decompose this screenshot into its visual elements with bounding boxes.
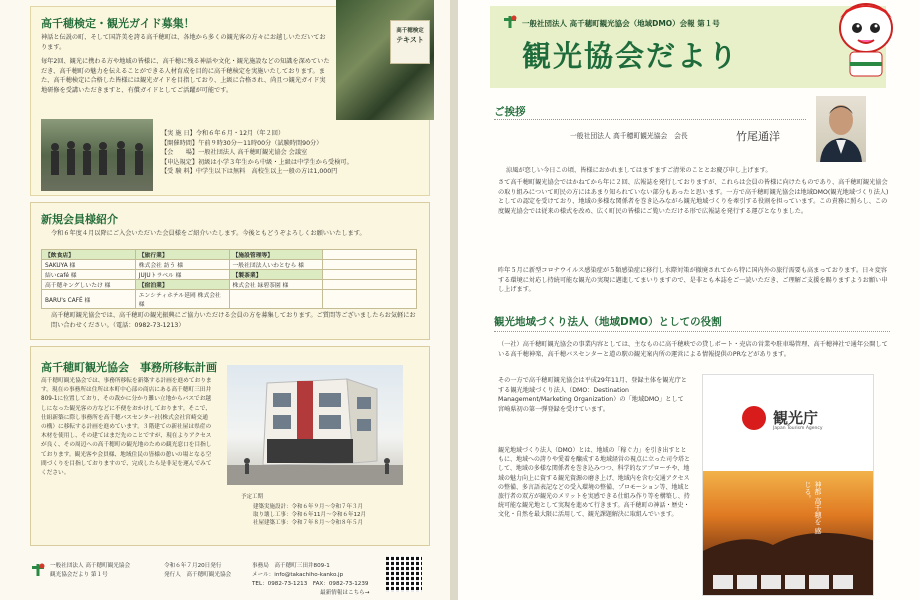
guide-group-photo [41,119,153,191]
office-section [30,346,430,546]
cat-travel: 【旅行業】 [135,250,229,260]
poster-copy-line1: 神都 [814,481,822,495]
group-people-illustration [41,119,153,191]
office-body: 高千穂町観光協会では、事務所移転を新築する計画を進めております。現在の事務所は住所は本町中心部の商店にある高千穂町三田井809-1に位置しており、その裁かに分かり難い立地からバスでお越しになった観光客の方などに不便をおかけしております。そこで、仕組新築に際し事務所を高千穂バスセンター社(株式会社宮崎交通の構）に移転する計画を進めています。３階建ての新社屋は県産の木材を使用し、その建てはまだ先のことですが、現在よりアクセスが良く、その周辺への高千穂町の観光地のための観光窓口を目指しております。観光客や会員様、地域住民の皆様の憩いの場となる空間づくりを目指しておりますので、完成したら是非足を運んでみてください。 [41,378,212,477]
footer-email: メール：info@takachiho-kanko.jp [252,572,344,578]
member-cell: エンシティホテル延岡 株式会社 様 [135,290,229,309]
footer-address: 事務局 高千穂町三田井809-1 [252,563,330,569]
association-logo-icon [502,14,518,30]
footer-publisher: 発行人 高千穂町観光協会 [164,572,232,578]
cat-lodging: 【宿泊業】 [135,280,229,290]
right-page [458,0,920,600]
footer-org: 一般社団法人 高千穂町観光協会 [50,563,131,569]
poster-copy-line3: 感じる。 [804,481,822,535]
footer-phone: TEL：0982-73-1213 FAX：0982-73-1239 [252,581,369,587]
member-cell: 一般社団法人いわとむら 様 [229,260,323,270]
empty-cell [323,250,417,260]
table-row [42,250,417,260]
guide-title: 高千穂検定・観光ガイド募集！ [41,17,195,30]
poster-brand: 観光庁 [773,409,819,427]
greeting-title: ご挨拶 [494,106,526,118]
greeting-paragraph-1: 涼風が恋しい今日この頃、皆様におかれましてはますますご清栄のこととお慶び申し上げます。 [506,167,772,174]
greeting-signer-org: 一般社団法人 高千穂町観光協会 会長 [570,132,688,140]
schedule-construction: 社屋建築工事：令和７年８月～令和８年５月 [253,520,364,526]
members-table [41,249,417,309]
greeting-signer-name: 竹尾通洋 [736,130,780,143]
member-cell: 高千穂キングしいたけ 様 [42,280,136,290]
qr-code-icon[interactable] [386,556,422,592]
masthead [490,6,886,88]
schedule-demolition: 取り壊し工事：令和６年11月～令和６年12月 [253,512,366,518]
guide-photo-collage [336,0,434,120]
person-icon [816,96,866,162]
mountain-silhouette [703,471,874,596]
detail-venue: 【会 場】一般社団法人 高千穂町観光協会 会議室 [161,149,308,157]
greeting-heading [494,104,806,120]
building-illustration [227,365,403,485]
association-logo-icon [30,562,46,578]
greeting-paragraph-3: 昨年５月に新型コロナウイルス感染症が５類感染症に移行し水際対策が撤廃されてから特に国内外の旅行需要も高まっております。日々変容する環境に対応し持続可能な観光の実現に邁進してまいりますので、是非とも本誌をご一読いただき、ご理解ご支援を賜りますようお願い申し上げます。 [498,267,888,294]
dmo-heading [494,314,890,332]
tourism-agency-poster [702,374,874,596]
cat-restaurant: 【飲食店】 [42,250,136,260]
masthead-title: 観光協会だより [522,39,740,73]
member-cell: SAKUYA 様 [42,260,136,270]
detail-time: 【開催時間】午前９時30分～11時00分（試験時間90分） [161,139,323,147]
members-intro: 令和６年度４月以降にご入会いただいた会員様をご紹介いたします。今後ともどうぞよろしくお願いいたします。 [51,230,366,237]
guide-details [161,129,423,177]
chairman-portrait [816,96,866,162]
detail-date: 【実 施 日】令和６年６月・12月（年２回） [161,130,285,137]
members-outro: 高千穂町観光協会では、高千穂町の観光振興にご協力いただける会員の方を募集しております。ご質問等ございましたらお気軽にお問い合わせください。（電話：0982-73-1213） [51,312,416,329]
table-row [42,270,417,280]
member-cell: JUJUトラベル 様 [135,270,229,280]
detail-fee: 【受 験 料】中学生以下は無料 高校生以上一般の方は1,000円 [161,168,338,176]
detail-eligibility: 【申込規定】初級は小学３年生から中級・上級は中学生から受検可。 [161,158,353,166]
member-cell: BARU's CAFÉ 様 [42,290,136,309]
footer-issue-number: 観光協会だより 第１号 [50,572,108,578]
empty-cell [323,290,417,309]
table-row [42,290,417,309]
building-rendering [227,365,403,485]
masthead-org: 一般社団法人 高千穂町観光協会（地域DMO）会報 第１号 [522,19,720,28]
textbook-subtitle: テキスト [396,36,424,44]
poster-sunset-photo [703,471,874,596]
empty-cell [323,270,417,280]
dmo-paragraph-1: （一社）高千穂町観光協会の事業内容としては、主なものに高千穂峡での貸しボート・売店の営業や駐車場管理、高千穂神社で通年公開している高千穂神楽、高千穂バスセンターと道の駅の観光案内所の運営による情報提供のPRなどがあります。 [498,341,888,358]
agency-logo-icon [741,405,767,431]
table-row [42,280,417,290]
schedule-design: 建築実施設計：令和６年９月～令和７年３月 [253,504,364,510]
cat-tea: 【製茶業】 [229,270,323,280]
poster-english: Japan Tourism Agency [773,426,823,431]
empty-cell [323,280,417,290]
footer [0,552,450,600]
greeting-paragraph-2: さて高千穂町観光協会ではかねてから年に２回、広報誌を発行しておりますが、これらは会員の皆様に向けたものであり、高千穂町観光協会の取り組みについて町民の方にはあまり知られていない部分もあったと思います。一方で高千穂町観光協会は地域DMO(観光地域づくり法人)としての認定を受けており、地域の多様な関係者を巻き込みながら観光地域づくりを牽引する役割を担っています。この責務に照らし、この度観光協会では従来の様式を改め、広く町民の皆様にご覧いただける形で広報誌を発行する運びとなりました。 [498,179,889,215]
guide-paragraph-1: 神話と伝説の町、そして国許美を誇る高千穂町は、各地から多くの観光客の方々にお越しいただいております。 [41,34,326,51]
schedule-title: 予定工期 [241,494,264,500]
table-row [42,260,417,270]
poster-copy-line2: 高千穂を [814,497,822,526]
empty-cell [323,260,417,270]
guide-textbook-cover [390,20,430,64]
poster-logo [741,405,874,435]
member-cell: 結いcafé 様 [42,270,136,280]
poster-copy [803,481,823,541]
members-section [30,202,430,340]
office-title: 高千穂町観光協会 事務所移転計画 [41,361,217,374]
textbook-title: 高千穂検定 [396,28,424,34]
member-cell: 株式会社 緑碧茶園 様 [229,280,323,290]
empty-cell [229,290,323,309]
dmo-title: 観光地域づくり法人（地域DMO）としての役割 [494,316,722,328]
guide-paragraph-2: 毎年2回、観光に携わる方や地域の皆様に、高千穂に残る神話や文化・観光施設などの知識を深めていただき、高千穂町の魅力を伝えることができる人材育成を目的に高千穂検定を実施いたしております。また、高千穂検定に合格した皆様には観光ガイドを目指しており、上級に合格され、尚且つ観光ガイド実地研修を受講いただきますと、有償ガイドとしてご活躍が可能です。 [41,58,330,94]
dmo-paragraph-2: その一方で高千穂町観光協会は平成29年11月、登録主体を観光庁とする観光地域づくり法人（DMO：Destination Management/Marketing Organization）の「地域DMO」として宮崎県初の第一弾登録を受けています。 [498,377,687,413]
left-page [0,0,450,600]
cat-facility: 【施設管理等】 [229,250,323,260]
member-cell: 株式会社 訪う 様 [135,260,229,270]
members-title: 新規会員様紹介 [41,213,118,226]
mascot-icon [830,0,902,82]
footer-issue-date: 令和６年７月20日発行 [164,563,222,569]
footer-qr-note: 最新情報はこちら→ [320,590,370,596]
dmo-paragraph-3: 観光地域づくり法人（DMO）とは、地域の「稼ぐ力」を引き出すとともに、地域への誇りや愛着を醸成する地域経営の視点に立った司令塔として、地域の多様な関係者を巻き込みつつ、科学的なアプローチや、地域の魅力向上に資する観光資源の磨き上げ、地域内を含む交通アクセスの整備、多言語表記などの受入環境の整備、プロモーション等、地域と旅行者の双方が観光のメリットを実感できる仕組み作り等を構築し、持続可能な観光地として実現を進めて行きます。高千穂町の神話・歴史・文化・自然を最大限に活用して、観光課題解決に取組んでいます。 [498,447,691,519]
